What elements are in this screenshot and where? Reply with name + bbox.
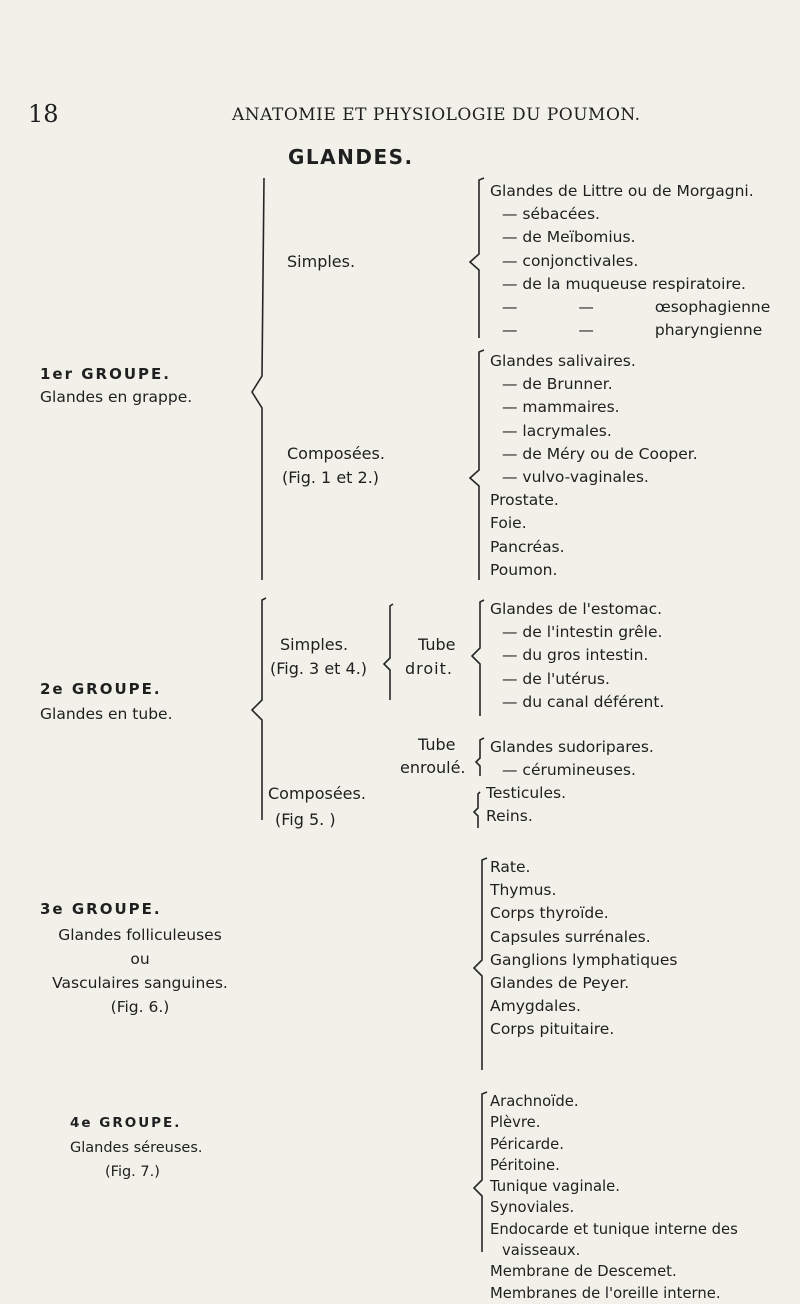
list-item: — de Meïbomius. — [502, 228, 636, 247]
list-item: — de l'utérus. — [502, 669, 610, 688]
tube-droit-label: Tube — [418, 635, 456, 654]
list-item: — mammaires. — [502, 398, 620, 417]
list-item: — de l'intestin grêle. — [502, 623, 663, 642]
list-item: — du canal déférent. — [502, 692, 665, 711]
list-item: Foie. — [490, 514, 527, 533]
list-item: Glandes de Peyer. — [490, 974, 630, 993]
list-item: — — œsophagienne — [502, 298, 771, 317]
list-item: Péricarde. — [490, 1135, 564, 1153]
bracket-group1 — [252, 178, 264, 580]
group1-composees-label: Composées. — [287, 444, 385, 463]
list-item: Glandes de l'estomac. — [490, 600, 663, 618]
group2-composees-list — [486, 782, 566, 828]
group3-line2: ou — [130, 950, 150, 968]
group3-list — [490, 856, 678, 1042]
list-item: Glandes salivaires. — [490, 352, 636, 370]
list-item: Rate. — [490, 858, 531, 876]
list-item: Arachnoïde. — [490, 1093, 579, 1110]
list-item: — du gros intestin. — [502, 646, 649, 665]
tube-enroule-label: Tube — [418, 735, 456, 754]
group2-composees-fig: (Fig 5. ) — [275, 810, 336, 829]
list-item: Péritoine. — [490, 1156, 560, 1174]
page-title: GLANDES. — [288, 145, 414, 169]
group1-label: 1er GROUPE. — [40, 365, 171, 383]
group4-fig: (Fig. 7.) — [105, 1164, 160, 1180]
bracket-simples-tube — [384, 604, 393, 700]
group1-simples-label: Simples. — [287, 252, 356, 271]
list-item: Corps thyroïde. — [490, 904, 609, 923]
group4-list — [490, 1091, 738, 1304]
list-item: — de la muqueuse respiratoire. — [502, 274, 746, 293]
running-title: ANATOMIE ET PHYSIOLOGIE DU POUMON. — [232, 105, 641, 125]
bracket-composees — [470, 350, 484, 580]
list-item: Plèvre. — [490, 1114, 541, 1132]
group2-label: 2e GROUPE. — [40, 680, 162, 698]
list-item: Endocarde et tunique interne des — [490, 1220, 738, 1238]
bracket-group3 — [474, 858, 487, 1070]
group4-subtitle: Glandes séreuses. — [70, 1140, 203, 1156]
bracket-composees-tube — [474, 792, 480, 828]
bracket-tube-droit — [472, 600, 484, 716]
list-item: Poumon. — [490, 560, 558, 579]
list-item: Glandes de Littre ou de Morgagni. — [490, 182, 754, 200]
list-item: Membrane de Descemet. — [490, 1263, 677, 1281]
list-item: — sébacées. — [502, 205, 600, 224]
group3-fig: (Fig. 6.) — [110, 998, 170, 1016]
bracket-simples — [470, 178, 484, 338]
list-item: Amygdales. — [490, 997, 581, 1016]
list-item: — de Méry ou de Cooper. — [502, 444, 698, 463]
bracket-group2 — [252, 598, 266, 820]
list-item: Testicules. — [486, 784, 567, 802]
group2-subtitle: Glandes en tube. — [40, 705, 173, 723]
group1-simples-list — [490, 180, 770, 342]
list-item: Thymus. — [490, 881, 557, 900]
page-number: 18 — [28, 100, 59, 128]
list-item: Synoviales. — [490, 1199, 575, 1217]
group3-line3: Vasculaires sanguines. — [52, 974, 228, 992]
list-item: Capsules surrénales. — [490, 927, 651, 946]
list-item: Prostate. — [490, 491, 559, 510]
list-item: Ganglions lymphatiques — [490, 950, 678, 969]
tube-enroule-list — [490, 736, 654, 782]
group4-label: 4e GROUPE. — [70, 1115, 182, 1131]
group1-composees-list — [490, 350, 698, 582]
list-item: Glandes sudoripares. — [490, 738, 654, 756]
group3-line1: Glandes folliculeuses — [58, 926, 222, 944]
bracket-tube-enroule — [476, 738, 484, 776]
list-item: — — pharyngienne — [502, 321, 763, 340]
list-item: — lacrymales. — [502, 421, 612, 440]
list-item: — cérumineuses. — [502, 761, 636, 780]
list-item: vaisseaux. — [502, 1242, 581, 1260]
group3-label: 3e GROUPE. — [40, 900, 162, 918]
tube-droit-label2: droit. — [405, 659, 453, 678]
list-item: — de Brunner. — [502, 375, 613, 394]
list-item: — conjonctivales. — [502, 251, 639, 270]
bracket-group4 — [474, 1092, 487, 1252]
list-item: Tunique vaginale. — [490, 1178, 620, 1196]
group1-subtitle: Glandes en grappe. — [40, 388, 193, 406]
group2-composees-label: Composées. — [268, 784, 366, 803]
list-item: Reins. — [486, 807, 533, 826]
list-item: Pancréas. — [490, 537, 565, 556]
tube-droit-list — [490, 598, 664, 714]
list-item: Corps pituitaire. — [490, 1020, 615, 1039]
list-item: — vulvo-vaginales. — [502, 468, 649, 487]
list-item: Membranes de l'oreille interne. — [490, 1284, 721, 1302]
tube-enroule-label2: enroulé. — [400, 758, 466, 777]
group2-simples-fig: (Fig. 3 et 4.) — [270, 659, 368, 678]
group2-simples-label: Simples. — [280, 635, 349, 654]
group1-composees-fig: (Fig. 1 et 2.) — [282, 468, 380, 487]
